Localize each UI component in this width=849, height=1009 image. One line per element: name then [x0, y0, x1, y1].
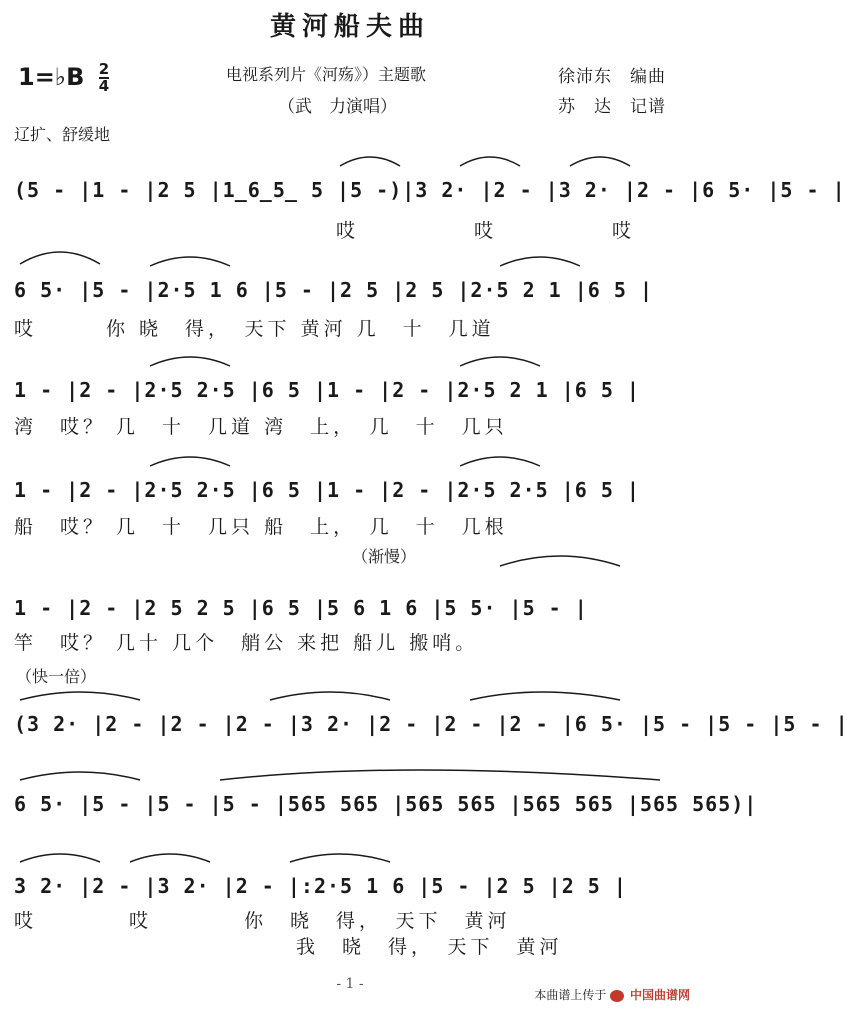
- tempo-change-mark: （渐慢）: [352, 547, 417, 566]
- lyrics-line-1: 哎 哎 哎: [14, 220, 636, 242]
- lyrics-line-2: 哎 你 晓 得， 天下 黄河 几 十 几道: [14, 318, 495, 340]
- site-logo-icon: [610, 990, 624, 1002]
- notation-line-6: (3 2· |2 - |2 - |2 - |3 2· |2 - |2 - |2 - |6 5· |5 - |5 - |5 - |: [14, 712, 849, 736]
- tempo-double-mark: （快一倍）: [16, 667, 97, 686]
- upload-text: 本曲谱上传于: [534, 988, 607, 1002]
- performer: （武 力演唱）: [278, 97, 397, 117]
- time-denominator: 4: [98, 77, 110, 95]
- page-number: - 1 -: [336, 976, 364, 992]
- notation-line-8: 3 2· |2 - |3 2· |2 - |:2·5 1 6 |5 - |2 5 |2 5 |: [14, 874, 627, 898]
- site-credit[interactable]: [534, 986, 690, 1003]
- score-title: 黄河船夫曲: [269, 12, 430, 42]
- site-name-link[interactable]: 中国曲谱网: [629, 988, 690, 1002]
- subtitle: 电视系列片《河殇》）主题歌: [226, 65, 427, 84]
- key-label: 1=♭B: [18, 63, 85, 91]
- notation-line-3: 1 - |2 - |2·5 2·5 |6 5 |1 - |2 - |2·5 2 1 |6 5 |: [14, 378, 640, 402]
- lyrics-line-5: 竿 哎？ 几十 几个 艄公 来把 船儿 搬哨。: [14, 632, 479, 654]
- time-numerator: 2: [98, 60, 110, 78]
- tempo-marking: 辽扩、舒缓地: [14, 125, 111, 144]
- lyrics-line-8-verse-2: 我 晓 得， 天下 黄河: [296, 936, 563, 958]
- notation-line-4: 1 - |2 - |2·5 2·5 |6 5 |1 - |2 - |2·5 2·5 |6 5 |: [14, 478, 640, 502]
- notation-line-5: 1 - |2 - |2 5 2 5 |6 5 |5 6 1 6 |5 5· |5 - |: [14, 596, 588, 620]
- lyrics-line-4: 船 哎？ 几 十 几只 船 上， 几 十 几根: [14, 516, 508, 538]
- key-signature: [18, 62, 109, 94]
- time-signature: [99, 62, 109, 94]
- notation-line-2: 6 5· |5 - |2·5 1 6 |5 - |2 5 |2 5 |2·5 2 1 |6 5 |: [14, 278, 654, 302]
- notation-line-1: (5 - |1 - |2 5 |1̲6̲5̲ 5 |5 -)|3 2· |2 - |3 2· |2 - |6 5· |5 - |: [14, 178, 846, 202]
- arranger-credit: 徐沛东 编曲: [558, 67, 666, 87]
- lyrics-line-8: 哎 哎 你 晓 得， 天下 黄河: [14, 910, 511, 932]
- transcriber-credit: 苏 达 记谱: [558, 97, 666, 117]
- notation-line-7: 6 5· |5 - |5 - |5 - |565 565 |565 565 |565 565 |565 565)|: [14, 792, 758, 816]
- lyrics-line-3: 湾 哎？ 几 十 几道 湾 上， 几 十 几只: [14, 416, 508, 438]
